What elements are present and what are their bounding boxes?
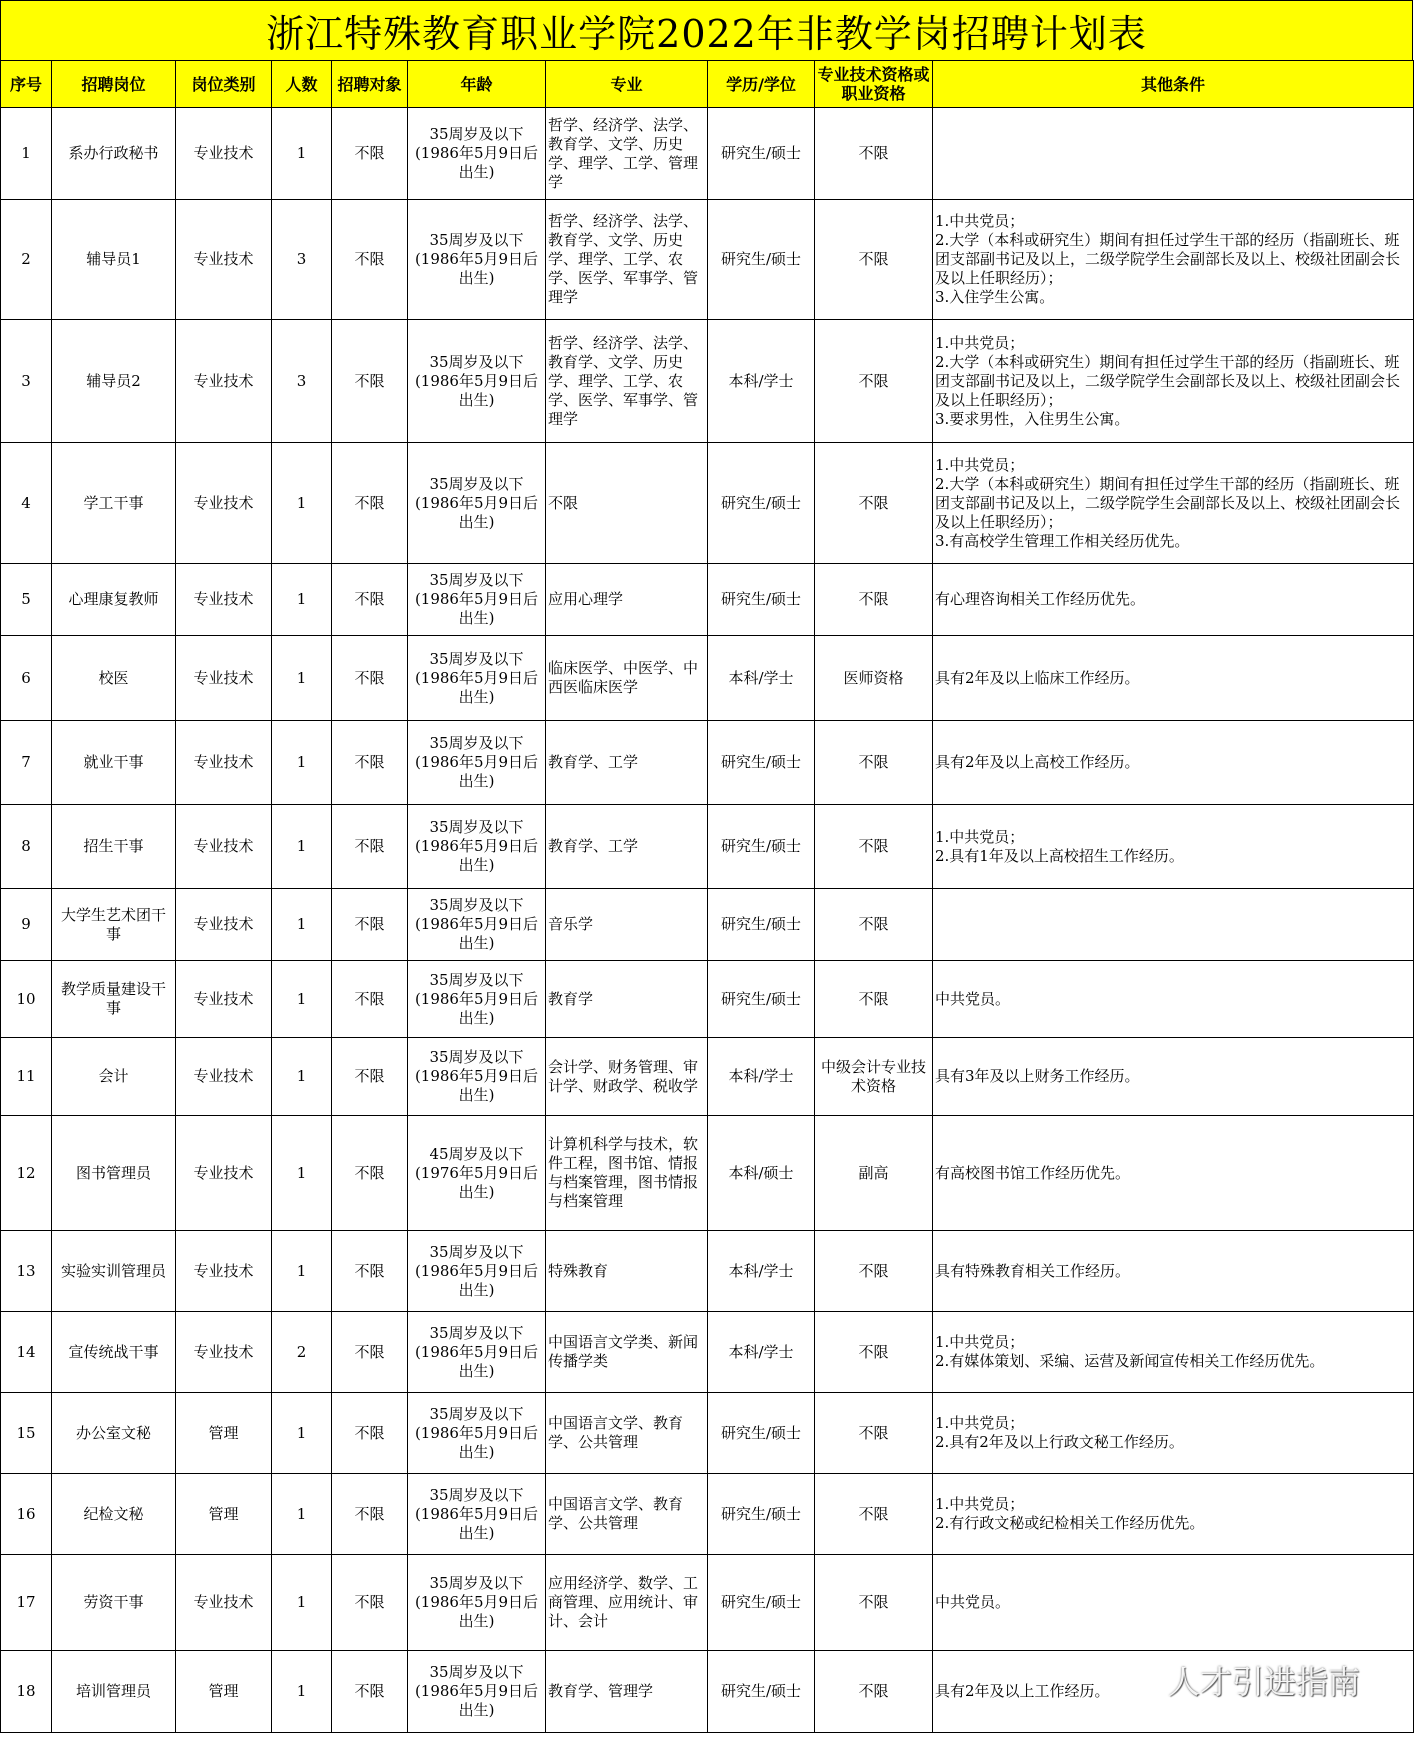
cell-major: 不限 [546, 443, 708, 564]
page-title: 浙江特殊教育职业学院2022年非教学岗招聘计划表 [0, 0, 1413, 61]
cell-qualification: 不限 [815, 721, 933, 805]
cell-major: 哲学、经济学、法学、教育学、文学、历史学、理学、工学、农学、医学、军事学、管理学 [546, 320, 708, 443]
cell-count: 1 [272, 1555, 332, 1651]
cell-major: 哲学、经济学、法学、教育学、文学、历史学、理学、工学、管理学 [546, 108, 708, 200]
cell-other: 具有2年及以上临床工作经历。 [933, 636, 1414, 721]
cell-major: 计算机科学与技术，软件工程，图书馆、情报与档案管理，图书情报与档案管理 [546, 1116, 708, 1231]
cell-position: 辅导员2 [52, 320, 176, 443]
cell-other: 1.中共党员； 2.大学（本科或研究生）期间有担任过学生干部的经历（指副班长、班团支部副书记及以上，二级学院学生会副部长及以上、校级社团副会长及以上任职经历）； 3.有高校学生管理工作相关经历优先。 [933, 443, 1414, 564]
cell-position: 招生干事 [52, 805, 176, 889]
cell-position: 心理康复教师 [52, 564, 176, 636]
cell-category: 专业技术 [176, 1038, 272, 1116]
cell-position: 大学生艺术团干事 [52, 889, 176, 961]
cell-major: 中国语言文学、教育学、公共管理 [546, 1474, 708, 1555]
cell-qualification: 不限 [815, 1651, 933, 1733]
cell-other: 有心理咨询相关工作经历优先。 [933, 564, 1414, 636]
cell-qualification: 不限 [815, 889, 933, 961]
cell-position: 图书管理员 [52, 1116, 176, 1231]
cell-age: 35周岁及以下(1986年5月9日后出生) [408, 320, 546, 443]
table-row [1, 1474, 1414, 1555]
cell-index: 7 [1, 721, 52, 805]
cell-position: 辅导员1 [52, 200, 176, 320]
cell-age: 35周岁及以下(1986年5月9日后出生) [408, 961, 546, 1038]
cell-category: 专业技术 [176, 1312, 272, 1393]
cell-index: 10 [1, 961, 52, 1038]
table-row [1, 564, 1414, 636]
cell-index: 14 [1, 1312, 52, 1393]
cell-major: 应用经济学、数学、工商管理、应用统计、审计、会计 [546, 1555, 708, 1651]
cell-target: 不限 [332, 320, 408, 443]
cell-major: 哲学、经济学、法学、教育学、文学、历史学、理学、工学、农学、医学、军事学、管理学 [546, 200, 708, 320]
cell-category: 专业技术 [176, 721, 272, 805]
cell-target: 不限 [332, 1651, 408, 1733]
table-row [1, 1555, 1414, 1651]
cell-position: 劳资干事 [52, 1555, 176, 1651]
cell-qualification: 不限 [815, 1393, 933, 1474]
cell-age: 35周岁及以下(1986年5月9日后出生) [408, 889, 546, 961]
cell-qualification: 中级会计专业技术资格 [815, 1038, 933, 1116]
cell-target: 不限 [332, 1393, 408, 1474]
cell-index: 4 [1, 443, 52, 564]
header-category: 岗位类别 [176, 61, 272, 108]
header-index: 序号 [1, 61, 52, 108]
cell-degree: 研究生/硕士 [708, 805, 815, 889]
cell-target: 不限 [332, 961, 408, 1038]
cell-index: 3 [1, 320, 52, 443]
header-qualification: 专业技术资格或职业资格 [815, 61, 933, 108]
cell-category: 专业技术 [176, 805, 272, 889]
header-other: 其他条件 [933, 61, 1414, 108]
cell-category: 专业技术 [176, 1231, 272, 1312]
cell-position: 会计 [52, 1038, 176, 1116]
cell-count: 1 [272, 889, 332, 961]
cell-position: 系办行政秘书 [52, 108, 176, 200]
cell-other: 具有3年及以上财务工作经历。 [933, 1038, 1414, 1116]
cell-major: 教育学、管理学 [546, 1651, 708, 1733]
cell-target: 不限 [332, 1555, 408, 1651]
recruitment-table [0, 60, 1414, 1733]
cell-count: 1 [272, 443, 332, 564]
cell-major: 教育学 [546, 961, 708, 1038]
cell-count: 1 [272, 721, 332, 805]
cell-degree: 研究生/硕士 [708, 1393, 815, 1474]
cell-age: 35周岁及以下(1986年5月9日后出生) [408, 1231, 546, 1312]
cell-count: 1 [272, 1038, 332, 1116]
cell-other: 1.中共党员； 2.具有1年及以上高校招生工作经历。 [933, 805, 1414, 889]
cell-position: 学工干事 [52, 443, 176, 564]
cell-age: 35周岁及以下(1986年5月9日后出生) [408, 805, 546, 889]
cell-qualification: 不限 [815, 200, 933, 320]
header-degree: 学历/学位 [708, 61, 815, 108]
cell-target: 不限 [332, 108, 408, 200]
cell-count: 1 [272, 108, 332, 200]
cell-target: 不限 [332, 1231, 408, 1312]
cell-qualification: 医师资格 [815, 636, 933, 721]
cell-degree: 研究生/硕士 [708, 1474, 815, 1555]
table-row [1, 1231, 1414, 1312]
cell-other: 中共党员。 [933, 961, 1414, 1038]
cell-degree: 研究生/硕士 [708, 961, 815, 1038]
cell-position: 纪检文秘 [52, 1474, 176, 1555]
cell-qualification: 不限 [815, 564, 933, 636]
header-position: 招聘岗位 [52, 61, 176, 108]
cell-position: 办公室文秘 [52, 1393, 176, 1474]
cell-degree: 研究生/硕士 [708, 443, 815, 564]
cell-qualification: 不限 [815, 805, 933, 889]
cell-major: 会计学、财务管理、审计学、财政学、税收学 [546, 1038, 708, 1116]
cell-index: 1 [1, 108, 52, 200]
cell-other: 具有2年及以上高校工作经历。 [933, 721, 1414, 805]
cell-category: 专业技术 [176, 200, 272, 320]
cell-count: 1 [272, 805, 332, 889]
cell-count: 1 [272, 1116, 332, 1231]
table-row [1, 889, 1414, 961]
cell-count: 2 [272, 1312, 332, 1393]
cell-count: 1 [272, 564, 332, 636]
cell-degree: 研究生/硕士 [708, 564, 815, 636]
cell-degree: 研究生/硕士 [708, 108, 815, 200]
table-row [1, 320, 1414, 443]
cell-category: 专业技术 [176, 108, 272, 200]
cell-qualification: 不限 [815, 1312, 933, 1393]
cell-index: 18 [1, 1651, 52, 1733]
cell-target: 不限 [332, 636, 408, 721]
cell-qualification: 不限 [815, 320, 933, 443]
cell-age: 35周岁及以下(1986年5月9日后出生) [408, 108, 546, 200]
cell-age: 35周岁及以下(1986年5月9日后出生) [408, 1651, 546, 1733]
cell-target: 不限 [332, 721, 408, 805]
cell-degree: 本科/硕士 [708, 1116, 815, 1231]
cell-qualification: 不限 [815, 108, 933, 200]
cell-qualification: 副高 [815, 1116, 933, 1231]
cell-index: 8 [1, 805, 52, 889]
cell-degree: 研究生/硕士 [708, 1651, 815, 1733]
cell-age: 35周岁及以下(1986年5月9日后出生) [408, 1555, 546, 1651]
cell-category: 专业技术 [176, 564, 272, 636]
cell-target: 不限 [332, 1116, 408, 1231]
cell-target: 不限 [332, 200, 408, 320]
cell-major: 应用心理学 [546, 564, 708, 636]
cell-other [933, 889, 1414, 961]
cell-qualification: 不限 [815, 443, 933, 564]
cell-count: 1 [272, 1651, 332, 1733]
cell-count: 3 [272, 320, 332, 443]
cell-major: 中国语言文学、教育学、公共管理 [546, 1393, 708, 1474]
cell-qualification: 不限 [815, 1555, 933, 1651]
header-major: 专业 [546, 61, 708, 108]
cell-category: 专业技术 [176, 1116, 272, 1231]
cell-degree: 研究生/硕士 [708, 721, 815, 805]
cell-category: 专业技术 [176, 636, 272, 721]
table-row [1, 721, 1414, 805]
table-row [1, 636, 1414, 721]
cell-degree: 研究生/硕士 [708, 1555, 815, 1651]
cell-target: 不限 [332, 889, 408, 961]
cell-index: 2 [1, 200, 52, 320]
cell-index: 17 [1, 1555, 52, 1651]
cell-age: 35周岁及以下(1986年5月9日后出生) [408, 636, 546, 721]
cell-index: 13 [1, 1231, 52, 1312]
cell-degree: 本科/学士 [708, 1231, 815, 1312]
cell-major: 临床医学、中医学、中西医临床医学 [546, 636, 708, 721]
cell-target: 不限 [332, 1038, 408, 1116]
table-row [1, 200, 1414, 320]
cell-degree: 本科/学士 [708, 320, 815, 443]
cell-other: 1.中共党员； 2.大学（本科或研究生）期间有担任过学生干部的经历（指副班长、班团支部副书记及以上，二级学院学生会副部长及以上、校级社团副会长及以上任职经历）； 3.入住学生公寓。 [933, 200, 1414, 320]
cell-qualification: 不限 [815, 1474, 933, 1555]
cell-index: 12 [1, 1116, 52, 1231]
cell-index: 5 [1, 564, 52, 636]
cell-major: 特殊教育 [546, 1231, 708, 1312]
cell-age: 35周岁及以下(1986年5月9日后出生) [408, 1474, 546, 1555]
cell-index: 16 [1, 1474, 52, 1555]
cell-target: 不限 [332, 1312, 408, 1393]
cell-category: 专业技术 [176, 320, 272, 443]
cell-target: 不限 [332, 564, 408, 636]
cell-position: 宣传统战干事 [52, 1312, 176, 1393]
header-age: 年龄 [408, 61, 546, 108]
cell-major: 中国语言文学类、新闻传播学类 [546, 1312, 708, 1393]
cell-count: 1 [272, 1231, 332, 1312]
table-row [1, 961, 1414, 1038]
table-row [1, 1651, 1414, 1733]
cell-category: 专业技术 [176, 961, 272, 1038]
cell-qualification: 不限 [815, 961, 933, 1038]
cell-age: 35周岁及以下(1986年5月9日后出生) [408, 1393, 546, 1474]
header-count: 人数 [272, 61, 332, 108]
cell-degree: 研究生/硕士 [708, 200, 815, 320]
cell-age: 35周岁及以下(1986年5月9日后出生) [408, 200, 546, 320]
cell-category: 管理 [176, 1474, 272, 1555]
table-row [1, 443, 1414, 564]
cell-index: 6 [1, 636, 52, 721]
cell-degree: 本科/学士 [708, 636, 815, 721]
cell-category: 专业技术 [176, 889, 272, 961]
cell-degree: 本科/学士 [708, 1312, 815, 1393]
header-target: 招聘对象 [332, 61, 408, 108]
cell-index: 11 [1, 1038, 52, 1116]
table-row [1, 805, 1414, 889]
cell-index: 15 [1, 1393, 52, 1474]
cell-major: 教育学、工学 [546, 805, 708, 889]
cell-age: 35周岁及以下(1986年5月9日后出生) [408, 564, 546, 636]
cell-major: 音乐学 [546, 889, 708, 961]
cell-major: 教育学、工学 [546, 721, 708, 805]
cell-category: 专业技术 [176, 1555, 272, 1651]
table-row [1, 1393, 1414, 1474]
cell-other: 具有2年及以上工作经历。 [933, 1651, 1414, 1733]
cell-position: 教学质量建设干事 [52, 961, 176, 1038]
cell-other [933, 108, 1414, 200]
cell-age: 45周岁及以下(1976年5月9日后出生) [408, 1116, 546, 1231]
cell-other: 有高校图书馆工作经历优先。 [933, 1116, 1414, 1231]
cell-other: 具有特殊教育相关工作经历。 [933, 1231, 1414, 1312]
table-row [1, 1116, 1414, 1231]
cell-other: 1.中共党员； 2.有行政文秘或纪检相关工作经历优先。 [933, 1474, 1414, 1555]
cell-age: 35周岁及以下(1986年5月9日后出生) [408, 1312, 546, 1393]
cell-degree: 研究生/硕士 [708, 889, 815, 961]
cell-target: 不限 [332, 1474, 408, 1555]
cell-target: 不限 [332, 443, 408, 564]
cell-category: 管理 [176, 1393, 272, 1474]
cell-other: 中共党员。 [933, 1555, 1414, 1651]
cell-other: 1.中共党员； 2.有媒体策划、采编、运营及新闻宣传相关工作经历优先。 [933, 1312, 1414, 1393]
table-row [1, 108, 1414, 200]
cell-count: 1 [272, 1393, 332, 1474]
cell-count: 1 [272, 1474, 332, 1555]
cell-position: 就业干事 [52, 721, 176, 805]
cell-age: 35周岁及以下(1986年5月9日后出生) [408, 721, 546, 805]
cell-age: 35周岁及以下(1986年5月9日后出生) [408, 443, 546, 564]
cell-target: 不限 [332, 805, 408, 889]
table-row [1, 1038, 1414, 1116]
table-row [1, 1312, 1414, 1393]
cell-count: 3 [272, 200, 332, 320]
cell-qualification: 不限 [815, 1231, 933, 1312]
watermark-text: 人才引进指南 [1168, 1663, 1361, 1701]
cell-position: 实验实训管理员 [52, 1231, 176, 1312]
cell-position: 校医 [52, 636, 176, 721]
cell-category: 管理 [176, 1651, 272, 1733]
table-header-row [1, 61, 1414, 108]
cell-category: 专业技术 [176, 443, 272, 564]
cell-count: 1 [272, 961, 332, 1038]
cell-count: 1 [272, 636, 332, 721]
cell-other: 1.中共党员； 2.大学（本科或研究生）期间有担任过学生干部的经历（指副班长、班团支部副书记及以上，二级学院学生会副部长及以上、校级社团副会长及以上任职经历）； 3.要求男性，入住男生公寓。 [933, 320, 1414, 443]
cell-other: 1.中共党员； 2.具有2年及以上行政文秘工作经历。 [933, 1393, 1414, 1474]
cell-age: 35周岁及以下(1986年5月9日后出生) [408, 1038, 546, 1116]
cell-index: 9 [1, 889, 52, 961]
cell-position: 培训管理员 [52, 1651, 176, 1733]
cell-degree: 本科/学士 [708, 1038, 815, 1116]
